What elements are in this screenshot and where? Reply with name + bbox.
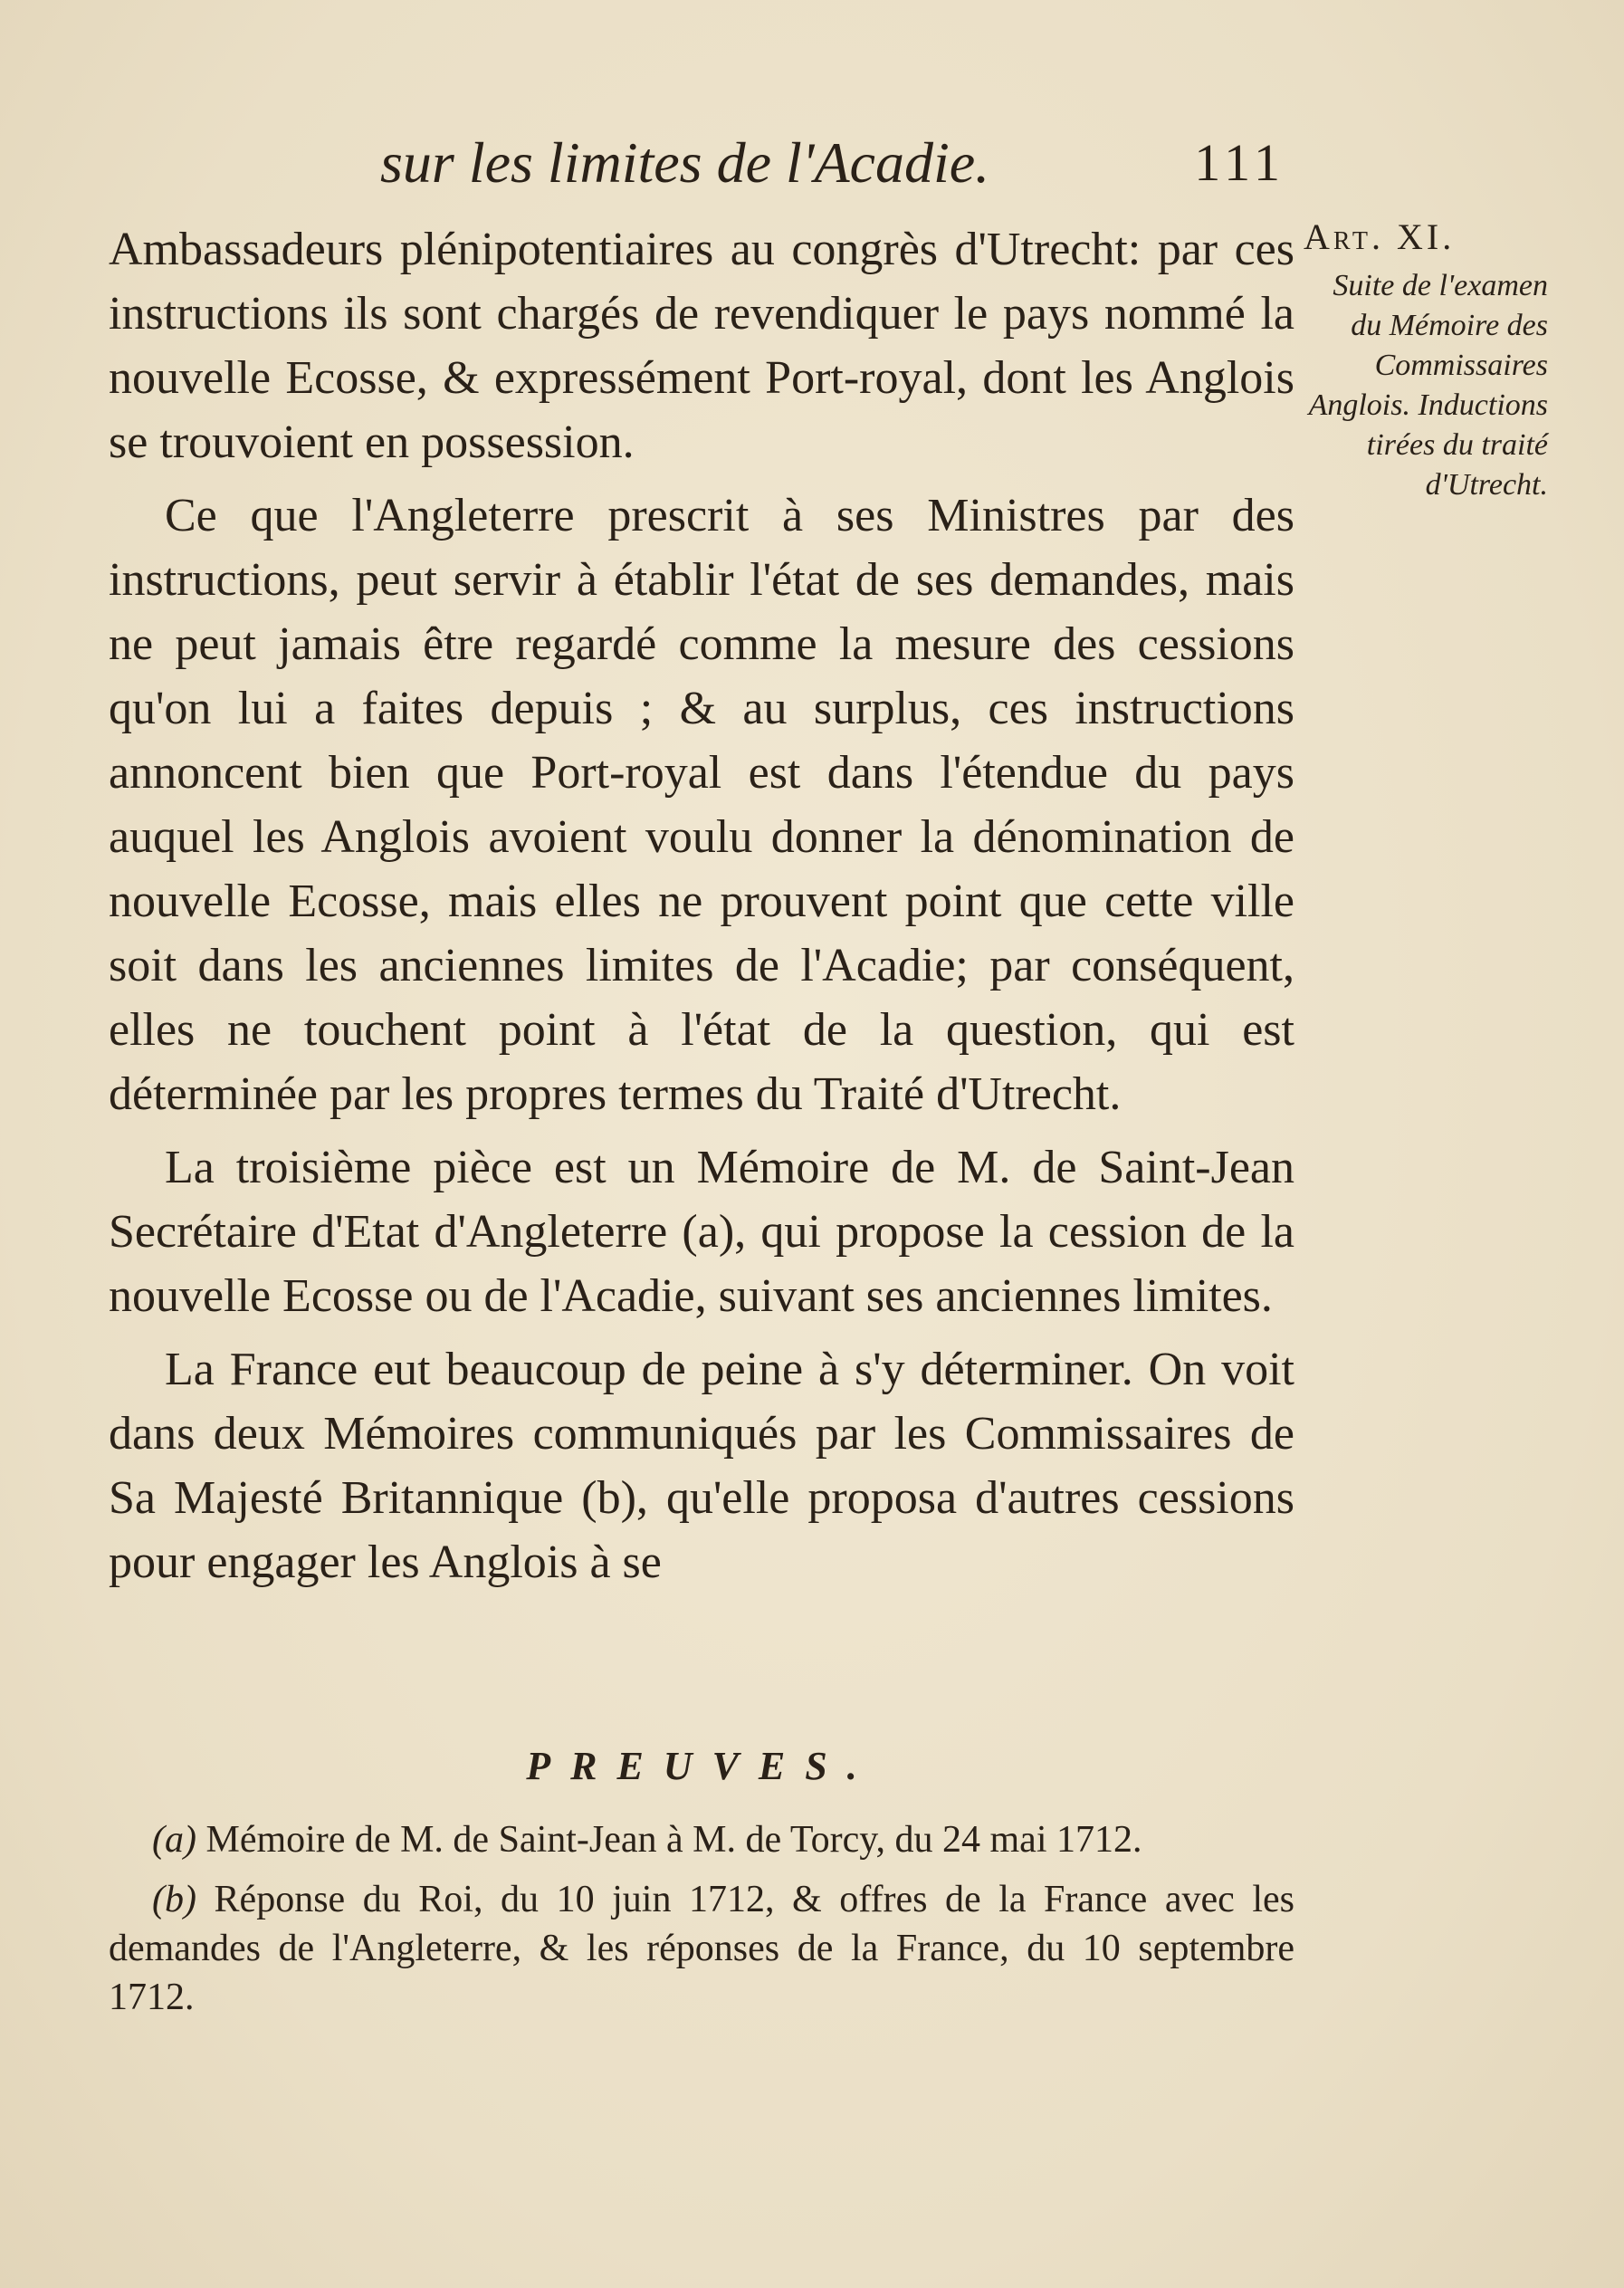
footnote-b [109, 1875, 1294, 2022]
footnote-text: Réponse du Roi, du 10 juin 1712, & offres de la France avec les demandes de l'Angleterre, & les réponses de la France, du 10 septembre 1712. [109, 1879, 1295, 2018]
proofs-heading: PREUVES. [526, 1744, 877, 1788]
footnotes [109, 1815, 1294, 2033]
margin-article: Art. XI. [1304, 216, 1456, 257]
footnote-mark: (b) [152, 1879, 196, 1920]
main-text [109, 217, 1294, 1604]
page-number: 111 [1194, 133, 1285, 192]
running-head [380, 127, 1285, 199]
running-title: sur les limites de l'Acadie. [380, 130, 990, 195]
margin-note [1304, 217, 1548, 505]
paragraph-1: Ambassadeurs plénipotentiaires au congrès d'Utrecht: par ces instructions ils sont chargés de revendiquer le pays nommé la nouvelle Ecosse, & expressément Port-royal, dont les Anglois se trouvoient en possession. [109, 224, 1294, 468]
footnote-mark: (a) [152, 1819, 196, 1861]
margin-text: Suite de l'examen du Mémoire des Commissaires Anglois. Inductions tirées du traité d'Utrecht. [1308, 269, 1548, 502]
paragraph-4: La France eut beaucoup de peine à s'y déterminer. On voit dans deux Mémoires communiqués par les Commissaires de Sa Majesté Britannique (b), qu'elle proposa d'autres cessions pour engager les Anglois à se [109, 1344, 1294, 1588]
footnote-text: Mémoire de M. de Saint-Jean à M. de Torcy, du 24 mai 1712. [205, 1819, 1142, 1861]
paragraph-3: La troisième pièce est un Mémoire de M. de Saint-Jean Secrétaire d'Etat d'Angleterre (a), qui propose la cession de la nouvelle Ecosse ou de l'Acadie, suivant ses anciennes limites. [109, 1142, 1294, 1322]
footnote-a [109, 1815, 1294, 1864]
paragraph-2: Ce que l'Angleterre prescrit à ses Ministres par des instructions, peut servir à établir l'état de ses demandes, mais ne peut jamais être regardé comme la mesure des cessions qu'on lui a faites depuis ; & au surplus, ces instructions annoncent bien que Port-royal est dans l'étendue du pays auquel les Anglois avoient voulu donner la dénomination de nouvelle Ecosse, mais elles ne prouvent point que cette ville soit dans les anciennes limites de l'Acadie; par conséquent, elles ne touchent point à l'état de la question, qui est déterminée par les propres termes du Traité d'Utrecht. [109, 490, 1294, 1120]
